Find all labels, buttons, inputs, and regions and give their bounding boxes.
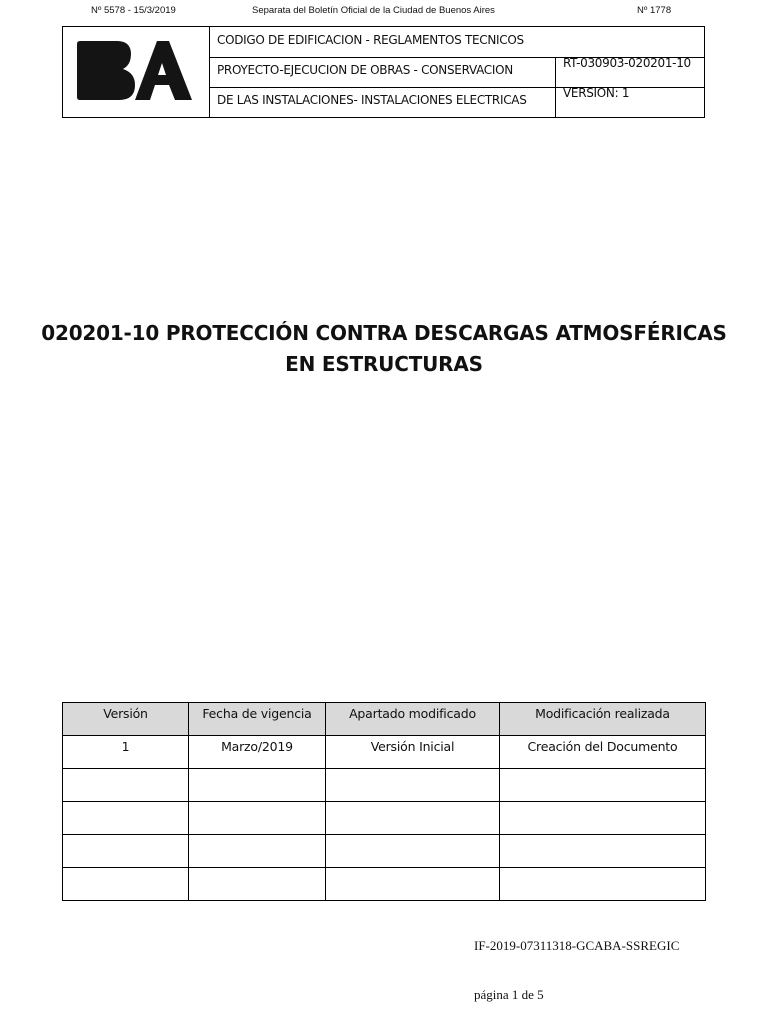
publication-name: Separata del Boletín Oficial de la Ciudad de Buenos Aires bbox=[252, 5, 495, 16]
table-row bbox=[63, 802, 706, 835]
table-cell: 1 bbox=[63, 736, 189, 769]
document-title-line-1: 020201-10 PROTECCIÓN CONTRA DESCARGAS ATMOSFÉRICAS bbox=[41, 321, 727, 345]
issue-number: Nº 5578 - 15/3/2019 bbox=[91, 5, 176, 16]
header-row-2 bbox=[210, 57, 704, 88]
column-header-modification: Modificación realizada bbox=[500, 703, 706, 736]
table-cell bbox=[189, 835, 326, 868]
column-header-section-modified: Apartado modificado bbox=[326, 703, 500, 736]
table-row bbox=[63, 736, 706, 769]
table-cell: Versión Inicial bbox=[326, 736, 500, 769]
page-counter: página 1 de 5 bbox=[474, 987, 544, 1002]
table-cell bbox=[326, 835, 500, 868]
running-header bbox=[0, 5, 768, 19]
column-header-effective-date: Fecha de vigencia bbox=[189, 703, 326, 736]
table-cell: Creación del Documento bbox=[500, 736, 706, 769]
table-cell bbox=[63, 802, 189, 835]
code-title-line-3: DE LAS INSTALACIONES- INSTALACIONES ELECTRICAS bbox=[217, 93, 527, 107]
table-cell: Marzo/2019 bbox=[189, 736, 326, 769]
bulletin-page-number: Nº 1778 bbox=[637, 5, 672, 16]
document-version-cell bbox=[555, 87, 704, 117]
header-row-3 bbox=[210, 87, 704, 117]
table-cell bbox=[63, 835, 189, 868]
table-cell bbox=[189, 868, 326, 901]
document-code: RT-030903-020201-10 bbox=[563, 56, 691, 70]
document-header-box bbox=[62, 26, 705, 118]
column-header-version: Versión bbox=[63, 703, 189, 736]
document-title bbox=[40, 318, 728, 380]
table-row bbox=[63, 769, 706, 802]
table-header-row bbox=[63, 703, 706, 736]
table-cell bbox=[500, 769, 706, 802]
table-cell bbox=[63, 769, 189, 802]
table-cell bbox=[189, 802, 326, 835]
table-cell bbox=[500, 835, 706, 868]
table-cell bbox=[189, 769, 326, 802]
document-title-line-2: EN ESTRUCTURAS bbox=[285, 352, 483, 376]
code-title-line-1: CODIGO DE EDIFICACION - REGLAMENTOS TECNICOS bbox=[217, 33, 524, 47]
table-cell bbox=[326, 802, 500, 835]
version-history-table bbox=[62, 702, 706, 901]
logo-cell bbox=[63, 27, 210, 117]
ba-logo bbox=[75, 39, 195, 103]
table-cell bbox=[500, 802, 706, 835]
table-cell bbox=[63, 868, 189, 901]
table-cell bbox=[326, 769, 500, 802]
table-row bbox=[63, 868, 706, 901]
document-code-cell bbox=[555, 57, 704, 87]
table-row bbox=[63, 835, 706, 868]
table-cell bbox=[326, 868, 500, 901]
document-version: VERSION: 1 bbox=[563, 86, 630, 100]
document-identifier: IF-2019-07311318-GCABA-SSREGIC bbox=[474, 938, 680, 953]
code-title-line-2: PROYECTO-EJECUCION DE OBRAS - CONSERVACION bbox=[217, 63, 513, 77]
header-row-1 bbox=[210, 27, 704, 58]
table-cell bbox=[500, 868, 706, 901]
